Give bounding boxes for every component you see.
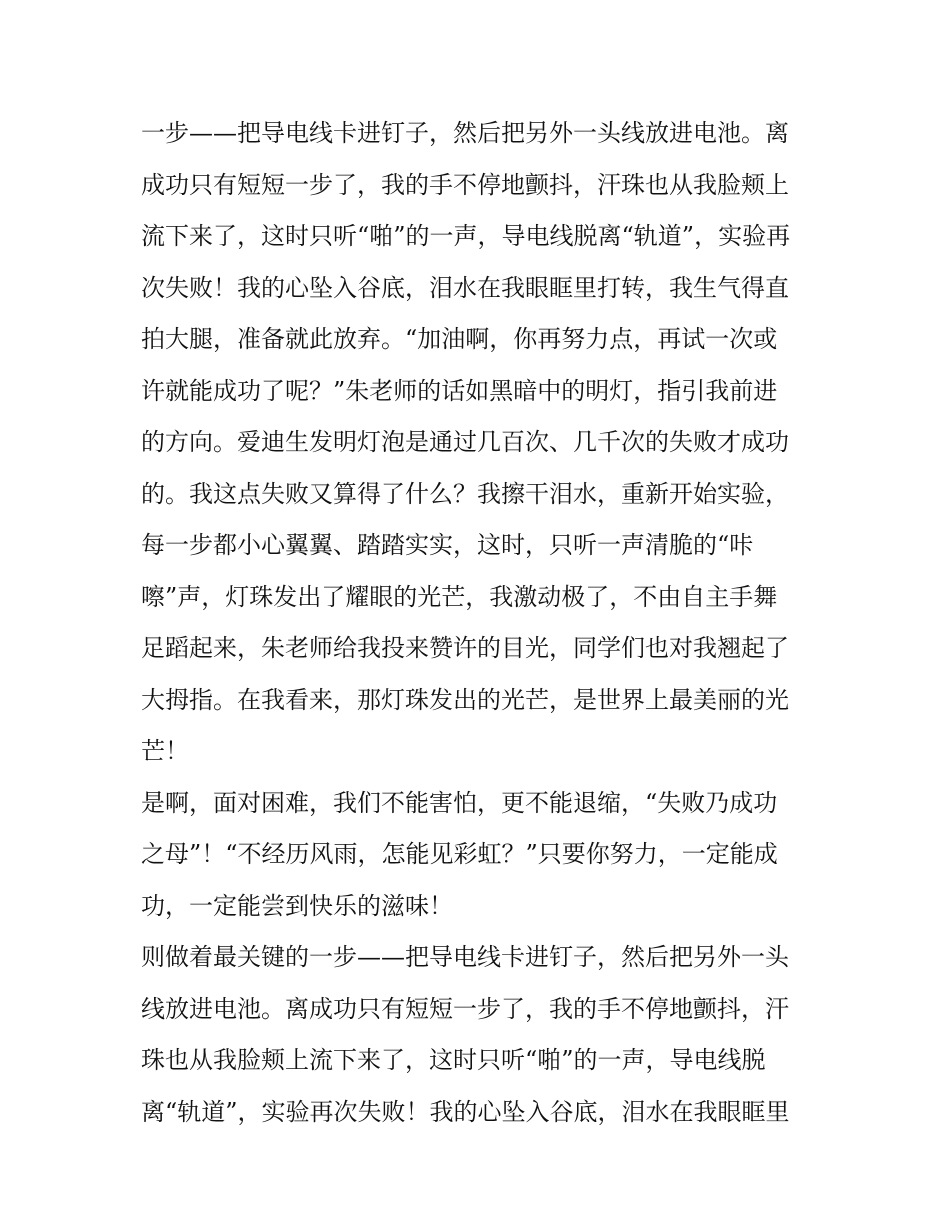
text-line: 珠也从我脸颊上流下来了，这时只听“啪”的一声，导电线脱: [141, 1046, 766, 1074]
text-line: 成功只有短短一步了，我的手不停地颤抖，汗珠也从我脸颊上: [141, 170, 789, 199]
text-line: 是啊，面对困难，我们不能害怕，更不能退缩，“失败乃成功: [141, 788, 778, 817]
text-line: 线放进电池。离成功只有短短一步了，我的手不停地颤抖，汗: [141, 994, 789, 1023]
text-line: 每一步都小心翼翼、踏踏实实，这时，只听一声清脆的“咔: [141, 531, 754, 559]
text-line: 的方向。爱迪生发明灯泡是通过几百次、几千次的失败才成功: [141, 428, 789, 456]
text-line: 嚓”声，灯珠发出了耀眼的光芒，我激动极了，不由自主手舞: [141, 582, 778, 611]
text-line: 足蹈起来，朱老师给我投来赞许的目光，同学们也对我翘起了: [141, 634, 789, 662]
text-line: 的。我这点失败又算得了什么？我擦干泪水，重新开始实验，: [141, 479, 789, 508]
text-line: 则做着最关键的一步——把导电线卡进钉子，然后把另外一头: [141, 943, 789, 971]
text-line: 离“轨道”，实验再次失败！我的心坠入谷底，泪水在我眼眶里: [141, 1097, 790, 1126]
text-line: 许就能成功了呢？”朱老师的话如黑暗中的明灯，指引我前进: [141, 376, 778, 405]
text-line: 功，一定能尝到快乐的滋味！: [141, 891, 453, 920]
body-text: [141, 108, 821, 1138]
text-line: 大拇指。在我看来，那灯珠发出的光芒，是世界上最美丽的光: [141, 685, 789, 714]
text-line: 芒！: [141, 737, 189, 765]
text-line: 流下来了，这时只听“啪”的一声，导电线脱离“轨道”，实验再: [141, 222, 791, 250]
text-line: 拍大腿，准备就此放弃。“加油啊，你再努力点，再试一次或: [141, 325, 778, 353]
text-line: 之母”！“不经历风雨，怎能见彩虹？”只要你努力，一定能成: [141, 840, 778, 868]
text-line: 次失败！我的心坠入谷底，泪水在我眼眶里打转，我生气得直: [141, 273, 789, 302]
text-line: 一步——把导电线卡进钉子，然后把另外一头线放进电池。离: [141, 119, 789, 147]
